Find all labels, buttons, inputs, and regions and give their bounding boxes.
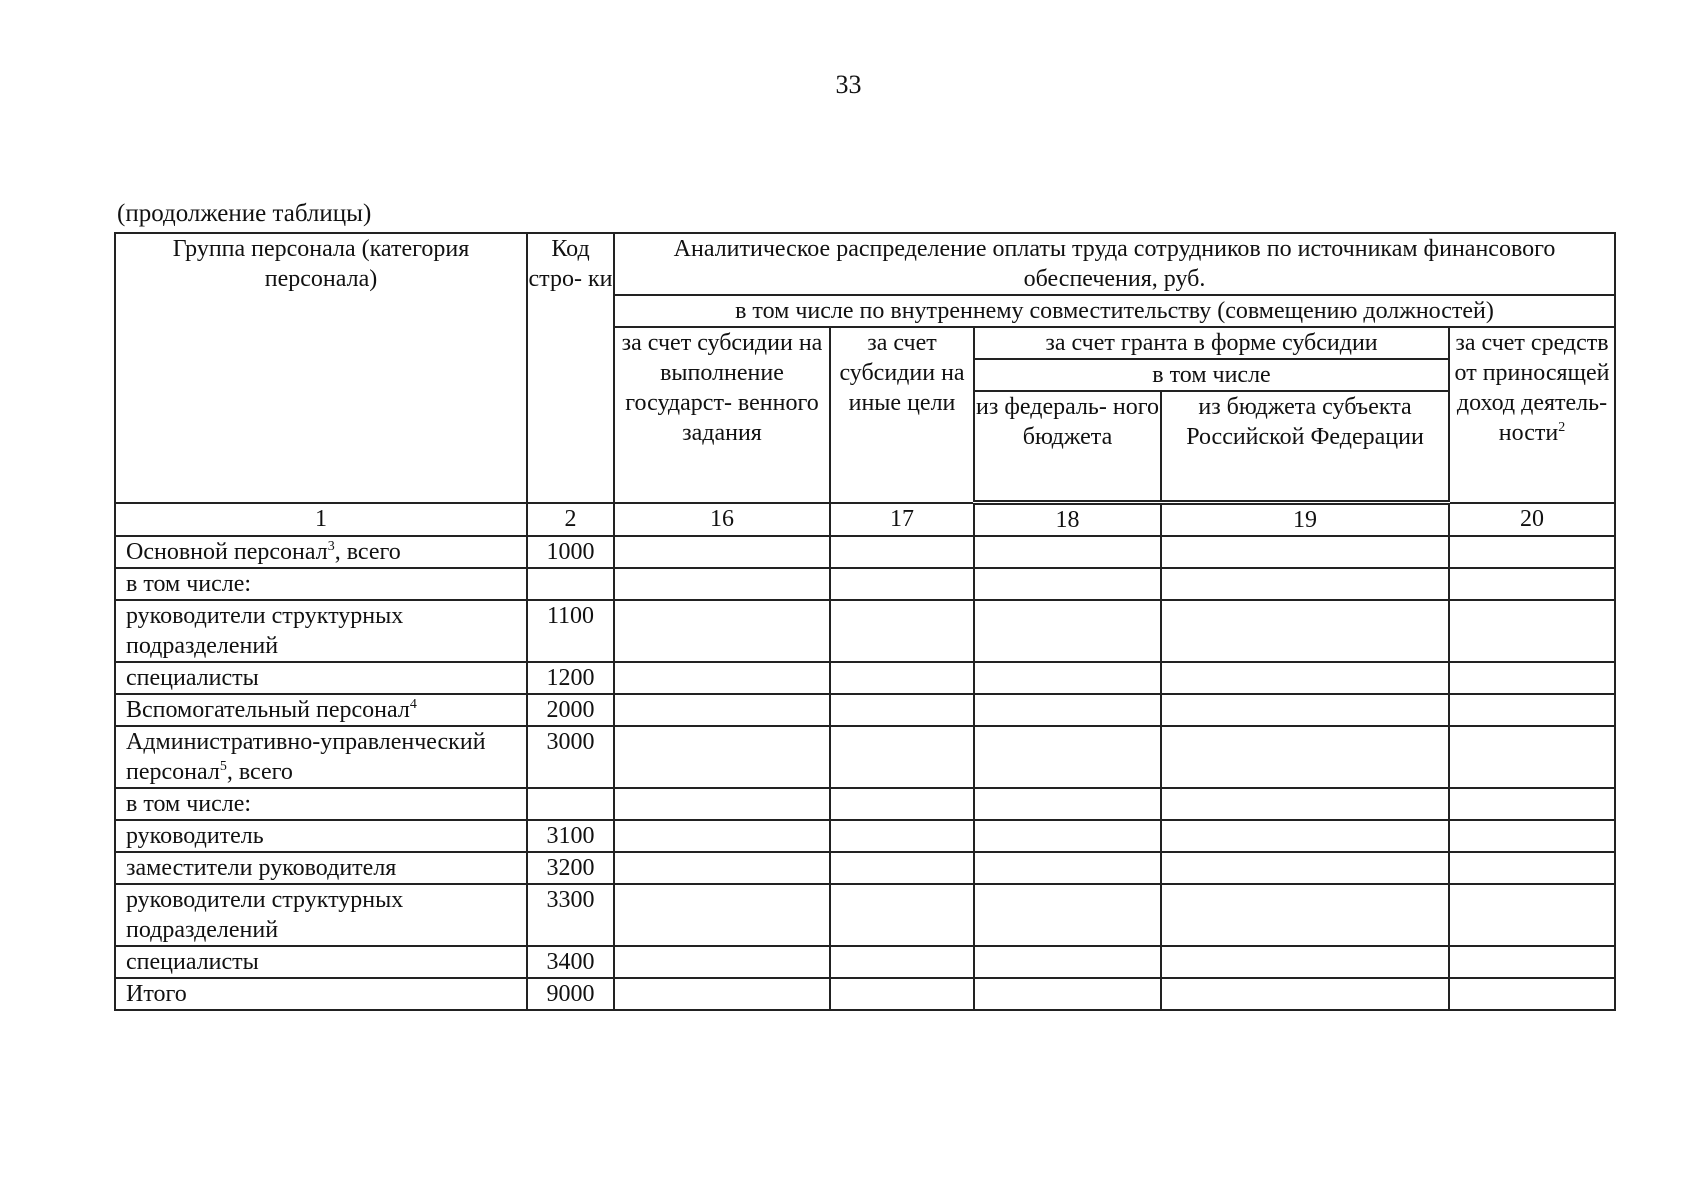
table-caption: (продолжение таблицы): [117, 200, 372, 227]
row-name-text: специалисты: [126, 949, 259, 975]
value-cell: [974, 978, 1161, 1010]
row-name-text: Основной персонал: [126, 539, 328, 565]
value-cell: [974, 694, 1161, 726]
value-cell: [830, 694, 974, 726]
header-grant-label: за счет гранта в форме субсидии: [975, 328, 1448, 360]
row-name: [115, 536, 527, 568]
row-name: [115, 788, 527, 820]
table-row: [115, 536, 1615, 568]
value-cell: [1161, 788, 1449, 820]
value-cell: [1161, 536, 1449, 568]
row-name: [115, 820, 527, 852]
page-number: 33: [835, 70, 862, 99]
staff-pay-table: [114, 232, 1616, 1011]
value-cell: [1449, 946, 1615, 978]
row-code: 1100: [527, 600, 614, 662]
row-name: [115, 884, 527, 946]
table-row: [115, 978, 1615, 1010]
header-col20-label: за счет средств от приносящей доход деятель- ности: [1454, 330, 1610, 446]
row-name: [115, 726, 527, 788]
value-cell: [1449, 662, 1615, 694]
value-cell: [974, 820, 1161, 852]
value-cell: [830, 726, 974, 788]
row-name-text: Вспомогательный персонал: [126, 697, 410, 723]
value-cell: [974, 946, 1161, 978]
row-name: [115, 852, 527, 884]
value-cell: [1449, 694, 1615, 726]
value-cell: [1161, 662, 1449, 694]
table-body: [115, 503, 1615, 1011]
row-name-text: руководители структурных подразделений: [126, 603, 404, 659]
value-cell: [614, 536, 830, 568]
value-cell: [1161, 568, 1449, 600]
header-incl-internal: в том числе по внутреннему совместительству (совмещению должностей): [614, 295, 1615, 327]
header-grant: [974, 327, 1449, 391]
value-cell: [830, 852, 974, 884]
value-cell: [614, 820, 830, 852]
value-cell: [830, 788, 974, 820]
value-cell: [614, 600, 830, 662]
header-col18: из федераль- ного бюджета: [974, 391, 1161, 503]
row-code: 2000: [527, 694, 614, 726]
column-number: 18: [974, 503, 1161, 537]
value-cell: [974, 852, 1161, 884]
table-row: [115, 788, 1615, 820]
value-cell: [1161, 726, 1449, 788]
value-cell: [830, 568, 974, 600]
value-cell: [974, 568, 1161, 600]
value-cell: [1449, 600, 1615, 662]
value-cell: [1449, 536, 1615, 568]
row-name: [115, 946, 527, 978]
row-code: 1200: [527, 662, 614, 694]
table-row: [115, 820, 1615, 852]
row-name: [115, 662, 527, 694]
value-cell: [1449, 978, 1615, 1010]
table-row: [115, 884, 1615, 946]
column-number: 1: [115, 503, 527, 537]
row-code: [527, 568, 614, 600]
table-row: [115, 568, 1615, 600]
row-name: [115, 600, 527, 662]
row-name-text: руководители структурных подразделений: [126, 887, 404, 943]
value-cell: [614, 568, 830, 600]
value-cell: [830, 978, 974, 1010]
row-code: 1000: [527, 536, 614, 568]
column-number: 20: [1449, 503, 1615, 537]
row-code: 3100: [527, 820, 614, 852]
value-cell: [1161, 852, 1449, 884]
value-cell: [974, 726, 1161, 788]
row-name: [115, 978, 527, 1010]
row-code: 3200: [527, 852, 614, 884]
row-name-text: в том числе:: [126, 571, 252, 597]
header-group: Группа персонала (категория персонала): [115, 233, 527, 503]
row-name-suffix: , всего: [226, 759, 293, 785]
value-cell: [614, 788, 830, 820]
row-code: 9000: [527, 978, 614, 1010]
row-footnote: 5: [219, 759, 227, 774]
value-cell: [614, 852, 830, 884]
row-code: [527, 788, 614, 820]
value-cell: [830, 536, 974, 568]
row-name-text: в том числе:: [126, 791, 252, 817]
row-name-text: заместители руководителя: [126, 855, 397, 881]
row-name-suffix: , всего: [334, 539, 401, 565]
value-cell: [830, 820, 974, 852]
table-row: [115, 726, 1615, 788]
value-cell: [614, 726, 830, 788]
header-col16: за счет субсидии на выполнение государст- венного задания: [614, 327, 830, 503]
value-cell: [1449, 820, 1615, 852]
row-footnote: 4: [409, 697, 417, 712]
table-row: [115, 662, 1615, 694]
header-grant-incl: в том числе: [1152, 362, 1271, 388]
value-cell: [614, 662, 830, 694]
table-row: [115, 600, 1615, 662]
column-number: 19: [1161, 503, 1449, 537]
row-name-text: руководитель: [126, 823, 264, 849]
row-code: 3300: [527, 884, 614, 946]
row-name: [115, 568, 527, 600]
row-code: 3400: [527, 946, 614, 978]
value-cell: [1449, 788, 1615, 820]
table-row: [115, 852, 1615, 884]
table-row: [115, 946, 1615, 978]
column-number-row: [115, 503, 1615, 537]
header-code: Код стро- ки: [527, 233, 614, 503]
value-cell: [1161, 946, 1449, 978]
value-cell: [1449, 568, 1615, 600]
header-col17: за счет субсидии на иные цели: [830, 327, 974, 503]
value-cell: [614, 978, 830, 1010]
value-cell: [614, 946, 830, 978]
column-number: 17: [830, 503, 974, 537]
row-name-text: специалисты: [126, 665, 259, 691]
row-name-text: Итого: [126, 981, 187, 1007]
value-cell: [830, 662, 974, 694]
header-col20-footnote: 2: [1558, 420, 1566, 435]
value-cell: [974, 662, 1161, 694]
header-col19: из бюджета субъекта Российской Федерации: [1161, 391, 1449, 503]
value-cell: [1161, 600, 1449, 662]
table-row: [115, 694, 1615, 726]
value-cell: [974, 536, 1161, 568]
header-col20: [1449, 327, 1615, 503]
column-number: 2: [527, 503, 614, 537]
row-name-text: Административно-управленческий персонал: [126, 729, 486, 785]
row-name: [115, 694, 527, 726]
header-analytic: Аналитическое распределение оплаты труда сотрудников по источникам финансового обеспечения, руб.: [614, 233, 1615, 295]
value-cell: [1449, 884, 1615, 946]
value-cell: [830, 600, 974, 662]
value-cell: [974, 884, 1161, 946]
value-cell: [1161, 978, 1449, 1010]
column-number: 16: [614, 503, 830, 537]
value-cell: [614, 694, 830, 726]
value-cell: [974, 600, 1161, 662]
row-footnote: 3: [327, 539, 335, 554]
value-cell: [1449, 852, 1615, 884]
value-cell: [1161, 884, 1449, 946]
value-cell: [1161, 694, 1449, 726]
value-cell: [974, 788, 1161, 820]
value-cell: [614, 884, 830, 946]
value-cell: [830, 884, 974, 946]
value-cell: [830, 946, 974, 978]
value-cell: [1449, 726, 1615, 788]
row-code: 3000: [527, 726, 614, 788]
value-cell: [1161, 820, 1449, 852]
